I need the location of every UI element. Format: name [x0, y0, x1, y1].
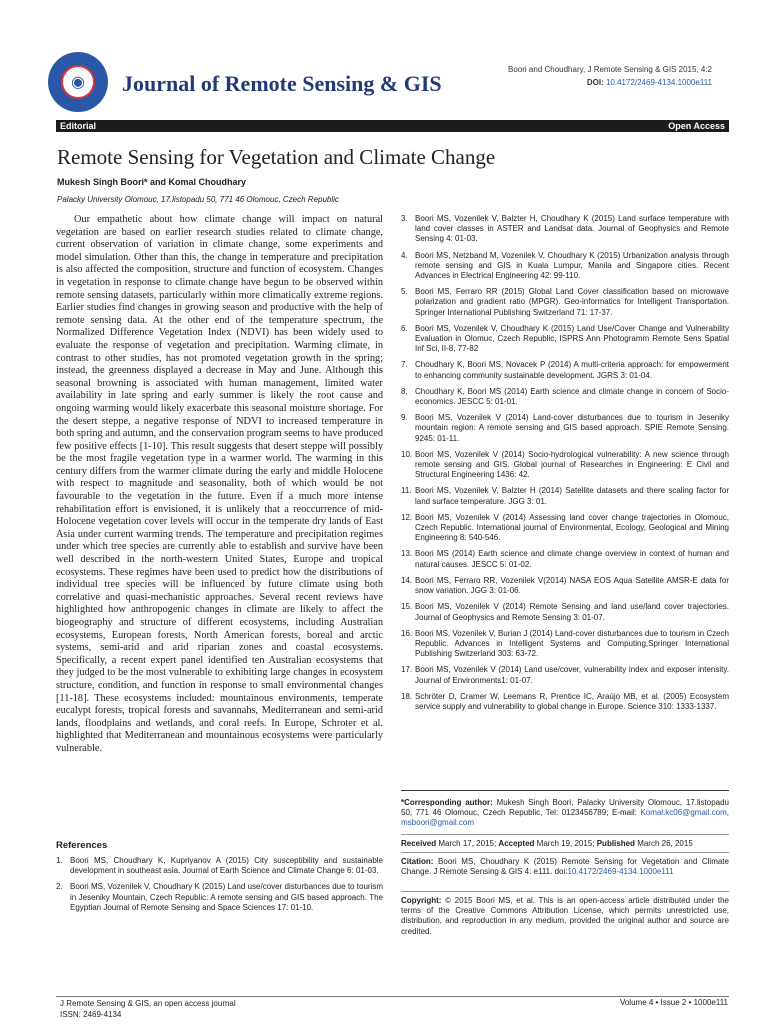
citation-line: Boori and Choudhary, J Remote Sensing & GIS 2015, 4:2 [508, 65, 712, 74]
published-date: March 26, 2015 [637, 839, 693, 848]
doi-line [508, 76, 712, 89]
reference-number: 10. [401, 449, 413, 459]
reference-item [401, 549, 729, 569]
reference-item [401, 360, 729, 380]
footer-volume: Volume 4 • Issue 2 • 1000e111 [619, 998, 728, 1007]
reference-item [56, 882, 383, 913]
reference-text: Boori MS, Ferraro RR, Vozenilek V(2014) NASA EOS Aqua Satellite AMSR-E data for snow variation. JGG 3: 01-06. [415, 575, 729, 596]
reference-item [401, 214, 729, 245]
reference-text: Choudhary K, Boori MS (2014) Earth science and climate change in concern of Socio-economics. JESCC 5: 01-01. [415, 386, 729, 407]
corresponding-text: Mukesh Singh Boori, Palacky University Olomouc, 17.listopadu 50, 771 46 Olomouc, Czech Republic, Tel: 0123456789; E-mail: [401, 798, 729, 818]
reference-number: 14. [401, 575, 413, 585]
copyright-block [401, 896, 729, 937]
reference-number: 17. [401, 665, 413, 675]
reference-item [401, 324, 729, 355]
reference-item [401, 513, 729, 544]
reference-text: Boori MS, Vozenilek V, Balzter H, Choudhary K (2015) Land surface temperature with land cover classes in ASTER and Landsat data. Journal of Geophysics and Remote Sensing 4: 01-03. [415, 214, 729, 244]
reference-text: Choudhary K, Boori MS, Novacek P (2014) A multi-criteria approach: for empowerment to enhancing community sustainable development. JGRS 3: 01-04. [415, 360, 729, 380]
accepted-date: March 19, 2015; [536, 839, 595, 848]
info-divider-3 [401, 852, 729, 853]
reference-number: 5. [401, 287, 408, 297]
footer-journal: J Remote Sensing & GIS, an open access journal [60, 999, 236, 1008]
globe-icon: ◉ [61, 65, 95, 99]
info-divider-2 [401, 834, 729, 835]
reference-text: Boori MS, Vozenilek V, Choudhary K (2015) Land use/cover disturbances due to tourism in Jeseniky Mountain, Czech Republic: A remote sensing and GIS based approach. The Egyptian Journal of Remote Sensing and Space Sciences 17: 01-10. [70, 882, 383, 912]
reference-text: Boori MS, Vozenilek V, Choudhary K (2015) Land Use/Cover Change and Vulnerability Evaluation in Olomuc, Czech Republic, ISPRS Ann Photogramm Remote Sens Spatial Inf Sci, II-8, 77-82 [415, 323, 729, 354]
received-label: Received [401, 839, 437, 848]
reference-number: 1. [56, 856, 63, 865]
reference-item [401, 287, 729, 318]
reference-number: 3. [401, 214, 408, 223]
reference-number: 18. [401, 691, 413, 701]
reference-text: Boori MS, Choudhary K, Kupriyanov A (2015) City susceptibility and sustainable development in southeast asia. Journal of Earth Science and Climate Change 6: 01-03. [70, 856, 383, 876]
reference-text: Boori MS, Netzband M, Vozenilek V, Choudhary K (2015) Urbanization analysis through remote sensing and GIS in Kuala Lumpur, Manila and Singapore cities. Recent Advances in Electrical Engineering 42: 99-110. [415, 250, 729, 281]
reference-number: 6. [401, 323, 408, 333]
reference-number: 12. [401, 512, 413, 522]
reference-number: 2. [56, 882, 63, 892]
footer-left [60, 998, 236, 1020]
footer-divider [56, 996, 729, 997]
reference-item [401, 602, 729, 622]
reference-item [401, 692, 729, 712]
reference-number: 7. [401, 360, 408, 370]
reference-item [401, 251, 729, 282]
reference-number: 15. [401, 602, 413, 612]
reference-item [401, 450, 729, 481]
doi-link[interactable]: 10.4172/2469-4134.1000e111 [605, 78, 712, 87]
journal-logo [48, 52, 108, 112]
reference-number: 9. [401, 413, 408, 423]
reference-text: Boori MS (2014) Earth science and climate change overview in context of human and natural causes. JESCC 5: 01-02. [415, 549, 729, 569]
reference-text: Boori MS, Ferraro RR (2015) Global Land Cover classification based on microwave polarization and gradient ratio (MPGR). Geo-informatics for Intelligent Transportation. Springer International Publishing Switzerland 71: 17-37. [415, 287, 729, 317]
reference-text: Boori MS, Vozenilek V (2014) Remote Sensing and land use/land cover trajectories. Journal of Geophysics and Remote Sensing 3: 01-07. [415, 602, 729, 622]
info-divider-4 [401, 891, 729, 892]
open-access-label: Open Access [668, 121, 725, 131]
article-title: Remote Sensing for Vegetation and Climate Change [57, 145, 496, 169]
doi-label: DOI: [586, 78, 604, 87]
info-divider [401, 790, 729, 791]
copyright-text: © 2015 Boori MS, et al. This is an open-access article distributed under the terms of the Creative Commons Attribution License, which permits unrestricted use, distribution, and reproduction in any medium, provided the original author and source are credited. [401, 896, 729, 936]
corresponding-author [401, 798, 729, 829]
reference-item [401, 576, 729, 596]
reference-text: Boori MS, Vozenilek V, Burian J (2014) Land-cover disturbances due to tourism in Czech Republic. Advances in Intelligent Systems and Computing,Springer International Publishing Switzerland 303: 63-72. [415, 628, 729, 659]
corresponding-label: *Corresponding author: [401, 798, 493, 807]
article-type-label: Editorial [60, 121, 97, 131]
reference-item [401, 629, 729, 660]
article-authors: Mukesh Singh Boori* and Komal Choudhary [57, 177, 247, 187]
article-body: Our empathetic about how climate change will impact on natural vegetation are based on earlier research studies related to climate change, current observation of variation in climate change, some experiments and model simulation. Other than this, the change in temperature and precipitation is also affected the composition, structure and function of ecosystem. Changes in vegetation in response to climate change have begun to be observed within remote sensing datasets, particularly within more climatically extreme regions. Earlier studies find changes in growing season and productive with the help of remote sensing data. At the other end of the temperature spectrum, the Normalized Difference Vegetation Index (NDVI) has been widely used to evaluate the response of vegetation and precipitation. Warming climate, in contrast to other studies, has not promoted vegetation growth in the spring; instead, the greenness displayed a decrease in May and June. Although this seasonal browning is associated with human management, limited water availability in late spring and early summer is likely the root cause and ongoing warming would likely exacerbate this seasonal moisture shortage. For the desert steppe, a negative response of NDVI to increased temperature in both spring and autumn, and the conservation program seems to have produced few positive effects [1-10]. This result suggests that desert steppe will possibly be the most fragile vegetation type in a warmer world. The warming in this century differs from the warmer climate during the early and middle Holocene with respect to magnitude and seasonality, both of which would be not favourable to the vegetation in the future. Even if a much more intense rehabilitation effort is envisioned, it is unlikely that a reoccurrence of mid- Holocene vegetation cover levels will occur in the temperate dry lands of East Asia under current warming trends. The temperature and precipitation regimes under which tree species are currently able to establish and survive have been well described in the north-western United States, Europe and tropical ecosystems. These regimes have been used to predict how the distributions of individual tree species will be influenced by future climate using both correlative and quasi-mechanistic approaches. Several recent reviews have highlighted how anthropogenic changes in climate are likely to affect the biogeography and structure of different ecosystems, including Australian ecosystems, European forests, North American forests, boreal and arctic systems, semi-arid and arid riparian zones and coastal ecosystems. Specifically, a recent expert panel identified ten Australian ecosystems that they judged to be the most vulnerable to exhibiting large changes in ecosystem structure, condition, and function in response to small environmental changes [11-18]. These ecosystems included: mountainous environments, temperate eucalypt forests, tropical forests and savannahs, Mediterranean and semi-arid lands, floodplains and wetlands, and coral reefs. In Europe, Schroter et al. highlighted that Mediterranean and mountainous ecosystems were particularly vulnerable. [56, 214, 383, 754]
reference-text: Boori MS, Vozenilek V, Balzter H (2014) Satellite datasets and there scaling factor for land surface temperature. JGG 3: 01. [415, 486, 729, 506]
email-links[interactable]: Komal.kc06@gmail.com, msboori@gmail.com [401, 808, 729, 828]
reference-text: Boori MS, Vozenilek V (2014) Assessing land cover change trajectories in Olomouc, Czech Republic. International journal of Environmental, Ecology, Geological and Mining Engineering 8: 540-546. [415, 512, 729, 543]
header-citation [508, 63, 712, 89]
reference-number: 8. [401, 386, 408, 396]
citation-doi-link[interactable]: 10.4172/2469-4134.1000e111 [567, 867, 674, 877]
reference-number: 16. [401, 628, 413, 638]
dates-line [401, 839, 729, 849]
references-heading: References [56, 840, 108, 851]
reference-text: Boori MS, Vozenilek V (2014) Land-cover disturbances due to tourism in Jeseniky mountain region: A remote sensing and GIS based approach. SPIE Remote Sensing. 9245: 01-11. [415, 413, 729, 443]
reference-text: Boori MS, Vozenilek V (2014) Land use/cover, vulnerability index and exposer intensity. Journal of Environments1: 01-07. [415, 665, 729, 685]
published-label: Published [596, 839, 635, 848]
author-affiliation: Palacky University Olomouc, 17.listopadu 50, 771 46 Olomouc, Czech Republic [57, 195, 339, 204]
reference-item [401, 665, 729, 685]
citation-block [401, 857, 729, 877]
reference-item [401, 486, 729, 506]
reference-item [401, 387, 729, 407]
citation-label: Citation: [401, 857, 434, 866]
footer-issn: ISSN: 2469-4134 [60, 1010, 122, 1019]
reference-item [401, 413, 729, 444]
copyright-label: Copyright: [401, 896, 442, 905]
citation-text: Boori MS, Choudhary K (2015) Remote Sensing for Vegetation and Climate Change. J Remote Sensing & GIS 4: e111. doi: [401, 857, 729, 877]
article-type-bar [56, 120, 729, 132]
journal-title[interactable]: Journal of Remote Sensing & GIS [122, 71, 442, 96]
reference-text: Schröter D, Cramer W, Leemans R, Prentice IC, Araújo MB, et al. (2005) Ecosystem service supply and vulnerability to global change in Europe. Science 310: 1333-1337. [415, 691, 729, 711]
reference-number: 13. [401, 549, 413, 559]
reference-number: 4. [401, 250, 408, 260]
reference-number: 11. [401, 486, 412, 496]
references-list-right [401, 214, 729, 718]
received-date: March 17, 2015; [438, 839, 497, 848]
accepted-label: Accepted [498, 839, 535, 848]
references-list-left [56, 856, 383, 919]
reference-item [56, 856, 383, 876]
reference-text: Boori MS, Vozenilek V (2014) Socio-hydrological vulnerability: A new science through remote sensing and GIS. Global journal of Researches in Engineering: E Civil and Structural Engineering 1436: 42. [415, 449, 729, 480]
